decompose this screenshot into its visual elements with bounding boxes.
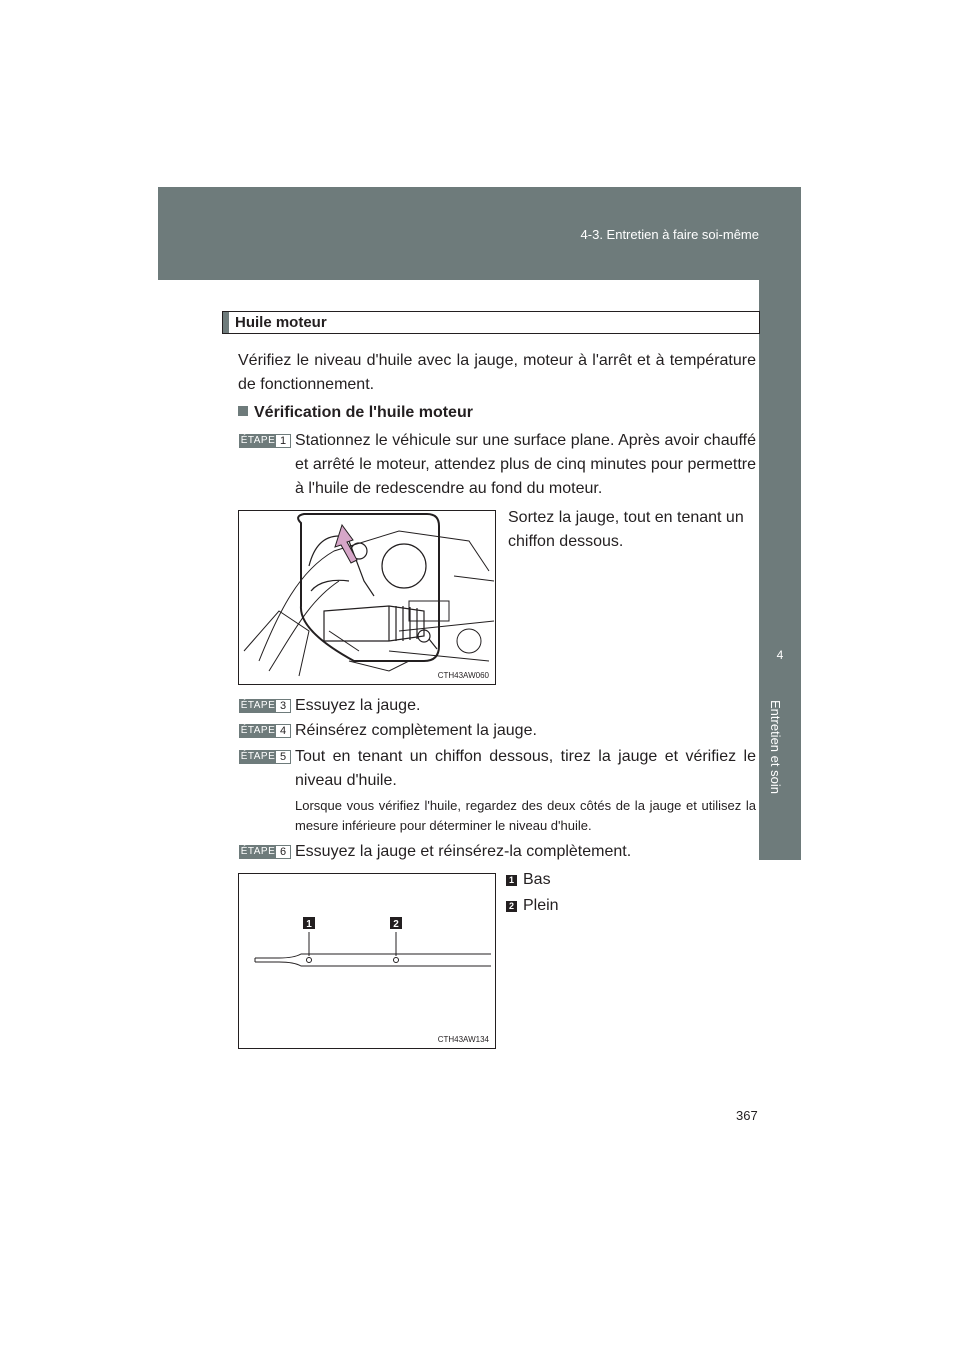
figure-code: CTH43AW060 <box>437 671 489 680</box>
legend-label: Bas <box>523 871 551 888</box>
header-bar <box>158 187 801 280</box>
engine-illustration <box>239 511 495 684</box>
figure-code: CTH43AW134 <box>437 1035 489 1044</box>
step-label: ÉTAPE <box>240 725 276 736</box>
step-5-note: Lorsque vous vérifiez l'huile, regardez des deux côtés de la jauge et utilisez la mesure inférieure pour déterminer le niveau d'huile. <box>295 798 756 833</box>
section-title: Huile moteur <box>235 314 327 331</box>
legend-item-1 <box>506 871 551 889</box>
step-number: 4 <box>276 725 290 737</box>
page-number: 367 <box>736 1108 758 1123</box>
engine-figure <box>238 510 496 685</box>
square-bullet-icon <box>238 406 248 416</box>
step-label: ÉTAPE <box>240 700 276 711</box>
step-text-2: Sortez la jauge, tout en tenant un chiffon dessous. <box>508 509 744 550</box>
marker-1-label: 1 <box>306 919 312 930</box>
step-text-6: Essuyez la jauge et réinsérez-la complètement. <box>295 843 632 860</box>
step-badge-4 <box>239 724 291 738</box>
step-label: ÉTAPE <box>240 751 276 762</box>
step-text-3: Essuyez la jauge. <box>295 697 421 714</box>
legend-label: Plein <box>523 897 559 914</box>
step-badge-5 <box>239 750 291 764</box>
step-number: 3 <box>276 700 290 712</box>
chapter-label: Entretien et soin <box>768 700 783 794</box>
chapter-number: 4 <box>776 648 784 662</box>
step-label: ÉTAPE <box>240 846 276 857</box>
chapter-side-tab[interactable] <box>759 280 801 860</box>
marker-2-label: 2 <box>393 919 399 930</box>
intro-paragraph: Vérifiez le niveau d'huile avec la jauge, moteur à l'arrêt et à température de fonctionnement. <box>238 352 756 393</box>
step-number: 5 <box>276 751 290 763</box>
step-text-5: Tout en tenant un chiffon dessous, tirez la jauge et vérifiez le niveau d'huile. <box>295 748 756 789</box>
dipstick-illustration <box>239 874 495 1048</box>
step-text-1: Stationnez le véhicule sur une surface plane. Après avoir chauffé et arrêté le moteur, attendez plus de cinq minutes pour permettre à l'huile de redescendre au fond du moteur. <box>295 432 756 497</box>
step-number: 1 <box>276 435 290 447</box>
legend-number: 1 <box>506 875 517 886</box>
step-number: 6 <box>276 846 290 858</box>
dipstick-figure <box>238 873 496 1049</box>
subsection-heading <box>238 404 473 422</box>
section-title-box <box>222 311 760 334</box>
step-badge-6 <box>239 845 291 859</box>
legend-number: 2 <box>506 901 517 912</box>
section-path: 4-3. Entretien à faire soi-même <box>580 227 759 242</box>
step-label: ÉTAPE <box>240 435 276 446</box>
section-marker <box>223 312 229 333</box>
legend-item-2 <box>506 897 559 915</box>
step-text-4: Réinsérez complètement la jauge. <box>295 722 537 739</box>
step-badge-3 <box>239 699 291 713</box>
subsection-title: Vérification de l'huile moteur <box>254 404 473 421</box>
step-badge-1 <box>239 434 291 448</box>
